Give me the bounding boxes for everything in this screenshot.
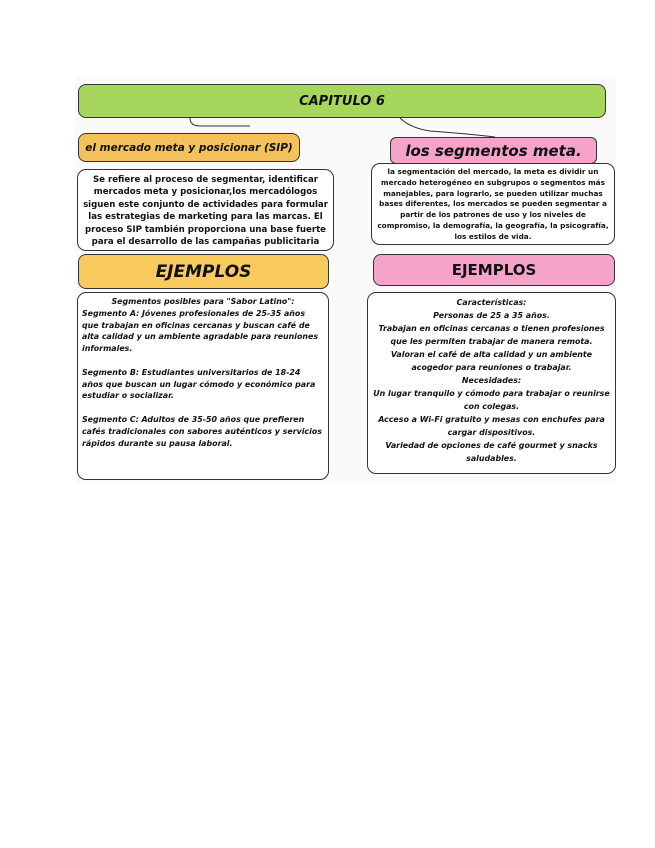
examples-right-heading: EJEMPLOS (373, 254, 615, 286)
connector-title-to-segments (400, 118, 495, 137)
connector-title-to-sip (190, 118, 250, 126)
segments-description: la segmentación del mercado, la meta es dividir un mercado heterogéneo en subgrupos o segmentos más manejables, para lograrlo, se pueden utilizar muchas bases diferentes, los mercados se pueden segmentar a partir de los patrones de uso y los niveles de compromiso, la demografía, la geografía, la psicografía, los estilos de vida. (371, 163, 615, 245)
characteristic-item: Personas de 25 a 35 años. (433, 311, 550, 320)
segment-c: Segmento C: Adultos de 35-50 años que prefieren cafés tradicionales con sabores auténticos y servicios rápidos durante su pausa laboral. (82, 414, 322, 448)
segments-heading: los segmentos meta. (390, 137, 597, 164)
segment-b: Segmento B: Estudiantes universitarios de 18-24 años que buscan un lugar cómodo y económico para estudiar o socializar. (82, 367, 316, 401)
segments-intro: Segmentos posibles para "Sabor Latino": (111, 297, 295, 306)
need-item: Acceso a Wi-Fi gratuito y mesas con enchufes para cargar dispositivos. (378, 415, 605, 437)
examples-right-box (367, 292, 616, 474)
sip-heading: el mercado meta y posicionar (SIP) (78, 133, 300, 162)
needs-title: Necesidades: (461, 376, 522, 385)
chapter-title: CAPITULO 6 (78, 84, 606, 118)
examples-left-heading: EJEMPLOS (78, 254, 329, 289)
need-item: Un lugar tranquilo y cómodo para trabajar o reunirse con colegas. (373, 389, 610, 411)
characteristic-item: Valoran el café de alta calidad y un ambiente acogedor para reuniones o trabajar. (390, 350, 593, 372)
examples-left-box (77, 292, 329, 480)
characteristic-item: Trabajan en oficinas cercanas o tienen profesiones que les permiten trabajar de manera remota. (378, 324, 605, 346)
characteristics-title: Características: (456, 298, 527, 307)
segment-a: Segmento A: Jóvenes profesionales de 25-35 años que trabajan en oficinas cercanas y buscan café de alta calidad y un ambiente agradable para reuniones informales. (82, 308, 319, 354)
sip-description: Se refiere al proceso de segmentar, identificar mercados meta y posicionar,los mercadólogos siguen este conjunto de actividades para formular las estrategias de marketing para las marcas. El proceso SIP también proporciona una base fuerte para el desarrollo de las campañas publicitaria (77, 169, 334, 251)
need-item: Variedad de opciones de café gourmet y snacks saludables. (385, 441, 598, 463)
